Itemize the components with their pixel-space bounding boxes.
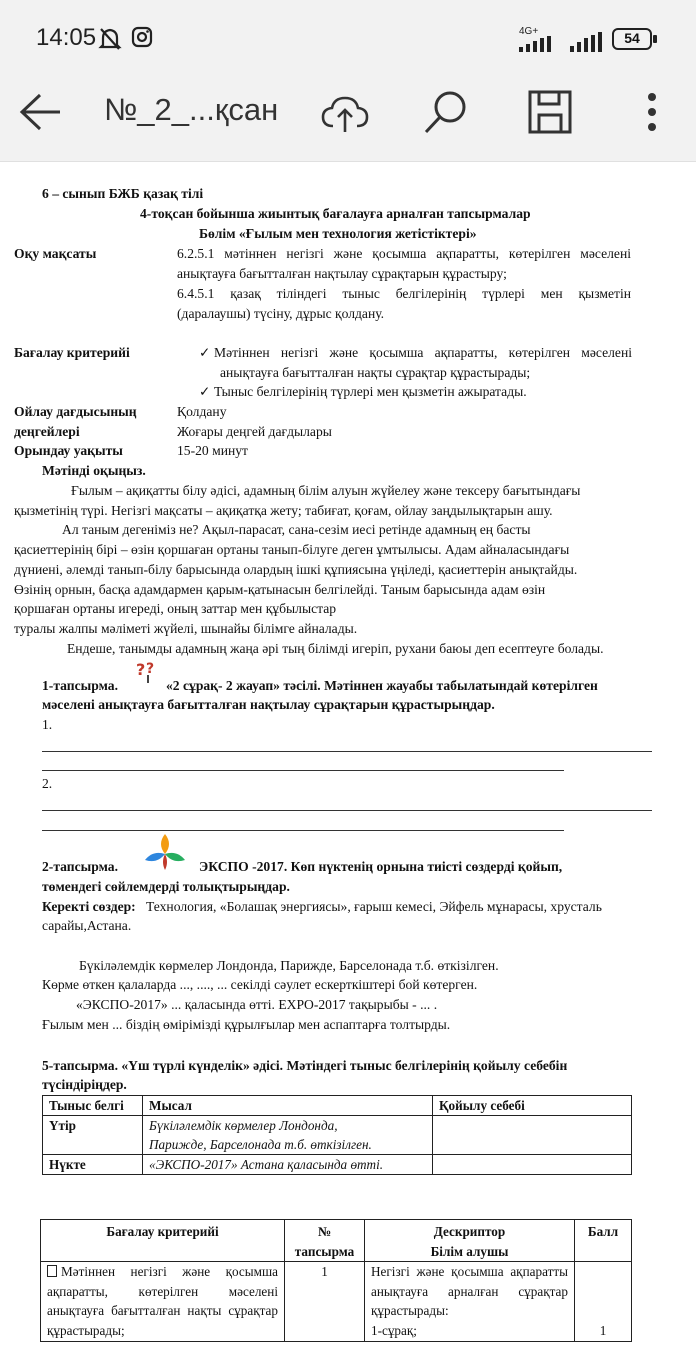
back-arrow-icon[interactable] — [18, 92, 64, 132]
table-cell: 1 — [285, 1262, 365, 1341]
battery-indicator: 54 — [612, 28, 652, 50]
sentence-line: Ғылым мен ... біздің өмірімізді құрылғылар мен аспаптарға толтырды. — [42, 1017, 451, 1032]
table-cell — [41, 1262, 285, 1341]
task1-label: 1-тапсырма. — [42, 678, 118, 693]
thinking-val-1: Қолдану — [177, 404, 227, 419]
paragraph-line: қасиеттерінің бірі – өзін қоршаған ортаны танып-білуге деген ұмтылысы. Адам айналасындағы — [14, 542, 570, 557]
doc-subtitle: 4-тоқсан бойынша жиынтық бағалауға арналған тапсырмалар — [140, 206, 531, 221]
thinking-label-1: Ойлау дағдысының — [14, 404, 137, 419]
header-line: Дескриптор — [433, 1224, 506, 1239]
answer-line[interactable] — [42, 751, 652, 752]
table-header-cell — [285, 1220, 365, 1262]
criteria-text: Мәтіннен негізгі және қосымша ақпаратты, көтерілген мәселені анықтауға бағытталған нақты сұрақтар құрастырады; — [47, 1264, 278, 1338]
read-title: Мәтінді оқыңыз. — [42, 463, 146, 478]
table-cell-line: Парижде, Барселонада т.б. өткізілген. — [149, 1137, 372, 1152]
sentence-line: Бүкіләлемдік көрмелер Лондонда, Парижде, Барселонада т.б. өткізілген. — [79, 958, 499, 973]
doc-header: 6 – сынып БЖБ қазақ тілі — [42, 186, 204, 201]
punctuation-table — [42, 1095, 632, 1175]
save-icon[interactable] — [528, 90, 572, 134]
task5-text-a: 5-тапсырма. «Үш түрлі күнделік» әдісі. Мәтіндегі тыныс белгілерінің қойылу себебін — [42, 1058, 568, 1073]
task2-label: 2-тапсырма. — [42, 859, 118, 874]
words-text-b: сарайы,Астана. — [42, 918, 132, 933]
goal-text-1a: 6.2.5.1 мәтіннен негізгі және қосымша ақпаратты, көтерілген мәселені — [177, 246, 631, 261]
document-page — [0, 162, 696, 1348]
words-text-a: Технология, «Болашақ энергиясы», ғарыш кемесі, Эйфель мұнарасы, хрусталь — [146, 899, 602, 914]
answer-cell[interactable] — [433, 1116, 632, 1155]
check-mark: ✓ — [199, 345, 211, 360]
table-cell: 1 — [575, 1262, 632, 1341]
signal-icon-2 — [570, 32, 604, 52]
table-cell: Нүкте — [43, 1155, 143, 1175]
sentence-line: Көрме өткен қалаларда ..., ...., ... секілді сәулет ескерткіштері бой көтерген. — [42, 977, 478, 992]
thinking-val-2: Жоғары деңгей дағдылары — [177, 424, 332, 439]
svg-text:?: ? — [146, 661, 155, 677]
header-line: № — [317, 1224, 332, 1239]
paragraph-line: Өзінің орнын, басқа адамдармен қарым-қатынасын белгілейді. Таным барысында адам өзін — [14, 582, 546, 597]
goal-label: Оқу мақсаты — [14, 246, 97, 261]
header-line: тапсырма — [294, 1243, 355, 1259]
paragraph-line: қызметінің түрі. Негізгі мақсаты – ақиқатқа жету; табиғат, қоғам, ойлау заңдылықтарын ашу. — [14, 503, 553, 518]
expo-logo-icon — [143, 832, 187, 872]
header-line: Білім алушы — [430, 1243, 509, 1259]
paragraph-line: Ендеше, танымды адамның жаңа әрі тың білімді игеріп, рухани баюы деп есептеуге болады. — [67, 641, 604, 656]
goal-text-1b: анықтауға бағытталған нақтылау сұрақтарын құрастыру; — [177, 266, 507, 281]
time-label: Орындау уақыты — [14, 443, 123, 458]
table-cell: Үтір — [43, 1116, 143, 1155]
sentence-line: «ЭКСПО-2017» ... қаласында өтті. EXPO-2017 тақырыбы - ... . — [76, 997, 438, 1012]
answer-cell[interactable] — [433, 1155, 632, 1175]
status-bar — [0, 0, 696, 80]
cloud-upload-icon[interactable] — [320, 94, 370, 134]
criteria-1b: анықтауға бағытталған нақты сұрақтар құрастырады; — [220, 365, 531, 380]
status-time: 14:05 — [36, 24, 97, 51]
signal-icon — [519, 36, 563, 52]
bell-off-icon — [98, 26, 122, 52]
table-header-cell: Қойылу себебі — [433, 1096, 632, 1116]
paragraph-line: Ғылым – ақиқатты білу әдісі, адамның білім алуын жүйелеу және тексеру бағытындағы — [71, 483, 581, 498]
table-row — [41, 1220, 632, 1262]
table-cell-line: Бүкіләлемдік көрмелер Лондонда, — [149, 1118, 338, 1133]
search-icon[interactable] — [422, 88, 470, 136]
goal-text-2a: 6.4.5.1 қазақ тіліндегі тыныс белгілерінің түрлері мен қызметін — [177, 286, 631, 301]
table-row — [43, 1116, 632, 1155]
paragraph-line: қоршаған ортаны игереді, оның заттар мен құбылыстар — [14, 601, 337, 616]
paragraph-line: дүниені, әлемді танып-білу барысында олардың ішкі құпиясына үңіледі, қасиеттерін анықтайды. — [14, 562, 578, 577]
bullet-icon — [47, 1265, 57, 1277]
answer-line[interactable] — [42, 770, 564, 771]
words-label: Керекті сөздер: — [42, 899, 136, 914]
answer-line[interactable] — [42, 810, 652, 811]
table-header-cell: Тыныс белгі — [43, 1096, 143, 1116]
descriptor-text: Негізгі және қосымша ақпаратты анықтауға арналған сұрақтар құрастырады: — [371, 1264, 568, 1319]
instagram-icon — [131, 26, 153, 48]
criteria-2: Тыныс белгілерінің түрлері мен қызметін ажыратады. — [214, 384, 527, 399]
table-header-cell: Балл — [575, 1220, 632, 1262]
table-header-cell — [365, 1220, 575, 1262]
thinking-label-2: деңгейлері — [14, 424, 80, 439]
task2-text-a: ЭКСПО -2017. Көп нүктенің орнына тиісті сөздерді қойып, — [199, 859, 563, 874]
network-type: 4G+ — [519, 26, 539, 37]
criteria-1a: Мәтіннен негізгі және қосымша ақпаратты, көтерілген мәселені — [214, 345, 632, 360]
task1-number-2: 2. — [42, 776, 53, 791]
app-toolbar — [0, 80, 696, 162]
doc-section: Бөлім «Ғылым мен технология жетістіктері» — [199, 226, 477, 241]
question-marks-icon — [136, 659, 162, 683]
task5-text-b: түсіндіріңдер. — [42, 1077, 127, 1092]
goal-text-2b: (даралаушы) түсіну, дұрыс қолдану. — [177, 306, 385, 321]
paragraph-line: Ал таным дегеніміз не? Ақыл-парасат, сана-сезім иесі ретінде адамның ең басты — [62, 522, 531, 537]
table-header-cell: Мысал — [143, 1096, 433, 1116]
time-val: 15-20 минут — [177, 443, 249, 458]
assessment-table — [40, 1219, 632, 1342]
table-row — [43, 1096, 632, 1116]
descriptor-text: 1-сұрақ; — [371, 1322, 417, 1338]
task2-text-b: төмендегі сөйлемдерді толықтырыңдар. — [42, 879, 290, 894]
paragraph-line: туралы жалпы мәліметі жүйелі, шынайы білімге айналады. — [14, 621, 358, 636]
document-title: №_2_...қсан — [104, 92, 279, 127]
check-mark: ✓ — [199, 384, 211, 399]
table-cell: «ЭКСПО-2017» Астана қаласында өтті. — [143, 1155, 433, 1175]
table-header-cell: Бағалау критерийі — [41, 1220, 285, 1262]
table-cell — [365, 1262, 575, 1341]
task1-text-b: мәселені анықтауға бағытталған нақтылау сұрақтарын құрастырыңдар. — [42, 697, 495, 712]
answer-line[interactable] — [42, 830, 564, 831]
criteria-label: Бағалау критерийі — [14, 345, 130, 360]
task1-number-1: 1. — [42, 717, 53, 732]
table-row — [41, 1262, 632, 1341]
svg-text:?: ? — [136, 660, 146, 679]
table-row — [43, 1155, 632, 1175]
task1-text-a: «2 сұрақ- 2 жауап» тәсілі. Мәтіннен жауабы табылатындай көтерілген — [166, 678, 598, 693]
table-cell — [143, 1116, 433, 1155]
more-options-icon[interactable] — [644, 92, 660, 132]
